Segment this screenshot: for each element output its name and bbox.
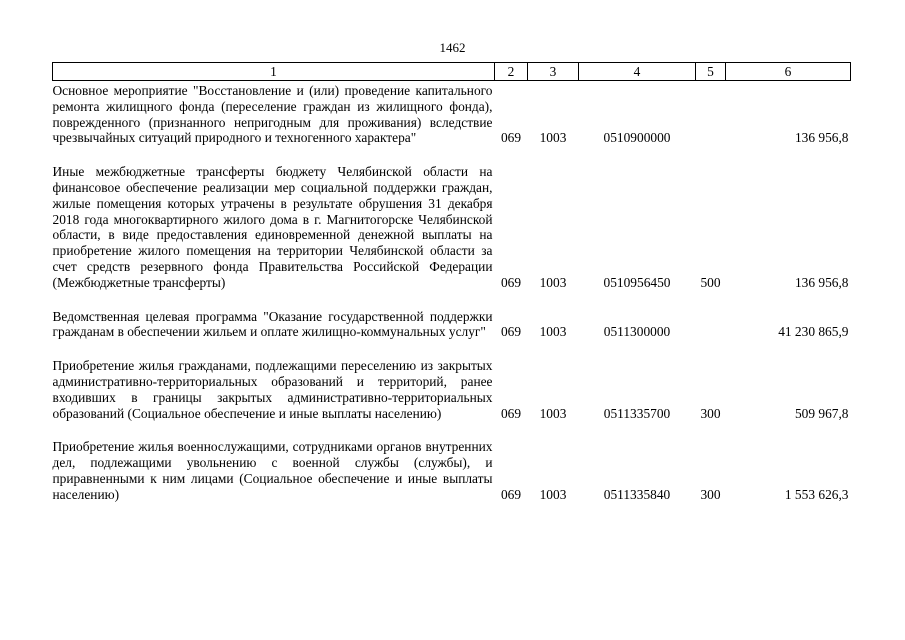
row-amount: 136 956,8 (794, 274, 849, 290)
row-expense-type: 500 (700, 274, 721, 290)
row-target-article: 0511300000 (603, 324, 671, 340)
table-row (53, 291, 851, 341)
row-target-article: 0510900000 (603, 130, 671, 146)
budget-table (52, 62, 851, 503)
row-description: Приобретение жилья военнослужащими, сотрудниками органов внутренних дел, подлежащими увольнению с военной службы (службы), и приравненными к ним лицами (Социальное обеспечение и иные выплаты населению) (52, 439, 493, 502)
column-header-3: 3 (528, 63, 579, 81)
row-target-article: 0510956450 (603, 274, 671, 290)
table-row (53, 340, 851, 421)
row-section-code: 1003 (539, 274, 567, 290)
column-header-6: 6 (726, 63, 851, 81)
row-amount: 1 553 626,3 (784, 486, 849, 502)
column-header-1: 1 (53, 63, 495, 81)
row-amount: 41 230 865,9 (778, 324, 849, 340)
row-section-code: 1003 (539, 486, 567, 502)
row-amount: 509 967,8 (794, 405, 849, 421)
row-section-code: 1003 (539, 405, 567, 421)
row-section-code: 1003 (539, 130, 567, 146)
row-expense-type: 300 (700, 486, 721, 502)
row-description: Приобретение жилья гражданами, подлежащими переселению из закрытых административно-территориальных образований и территорий, ранее входивших в границы закрытых административно-территориальных образований (Социальное обеспечение и иные выплаты населению) (52, 358, 493, 421)
row-target-article: 0511335840 (603, 486, 671, 502)
row-ministry-code: 069 (500, 274, 522, 290)
column-header-2: 2 (495, 63, 528, 81)
row-ministry-code: 069 (500, 486, 522, 502)
row-section-code: 1003 (539, 324, 567, 340)
column-header-5: 5 (696, 63, 726, 81)
row-target-article: 0511335700 (603, 405, 671, 421)
row-description: Основное мероприятие "Восстановление и (или) проведение капитального ремонта жилищного фонда (переселение граждан из жилищного фонда), поврежденного (признанного непригодным для проживания) вследствие чрезвычайных ситуаций природного и техногенного характера" (52, 83, 493, 146)
row-ministry-code: 069 (500, 324, 522, 340)
row-ministry-code: 069 (500, 130, 522, 146)
column-header-4: 4 (579, 63, 696, 81)
table-row (53, 146, 851, 290)
row-expense-type (696, 291, 726, 341)
row-amount: 136 956,8 (794, 130, 849, 146)
row-description: Иные межбюджетные трансферты бюджету Челябинской области на финансовое обеспечение реализации мер социальной поддержки граждан, жилые помещения которых утрачены в результате обрушения 31 декабря 2018 года многоквартирного жилого дома в г. Магнитогорске Челябинской области, в виде предоставления единовременной денежной выплаты на приобретение жилого помещения на территории Челябинской области за счет средств резервного фонда Правительства Российской Федерации (Межбюджетные трансферты) (52, 164, 493, 290)
page-number: 1462 (439, 40, 466, 55)
row-ministry-code: 069 (500, 405, 522, 421)
table-row (53, 421, 851, 502)
row-expense-type (696, 81, 726, 147)
table-row (53, 81, 851, 147)
row-description: Ведомственная целевая программа "Оказание государственной поддержки гражданам в обеспечении жильем и оплате жилищно-коммунальных услуг" (52, 308, 493, 340)
row-expense-type: 300 (700, 405, 721, 421)
table-header-row (53, 63, 851, 81)
